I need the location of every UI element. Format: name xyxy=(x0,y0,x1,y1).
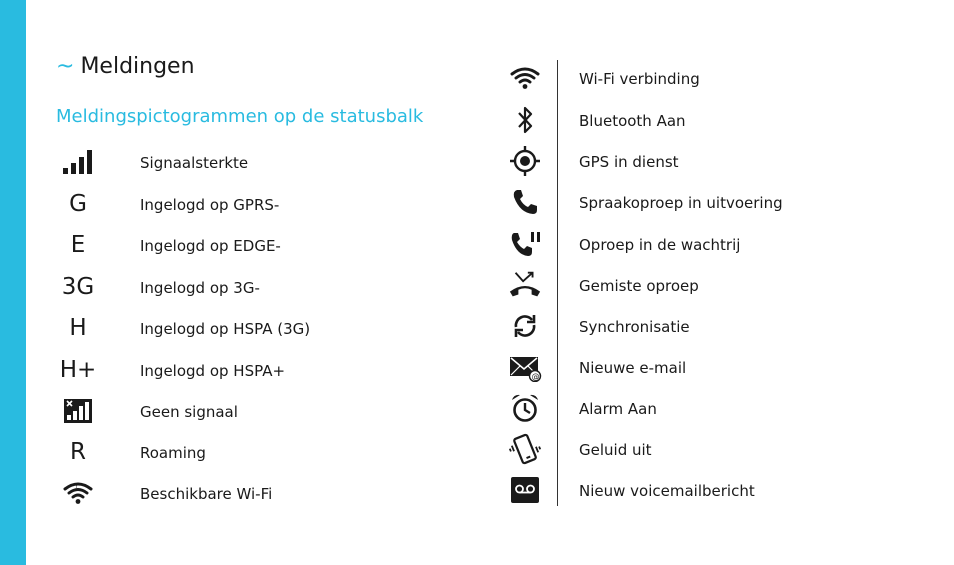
list-item-label: Ingelogd op 3G- xyxy=(140,279,260,297)
list-item-label: Oproep in de wachtrij xyxy=(579,236,741,254)
list-item-label: GPS in dienst xyxy=(579,153,679,171)
list-item-label: Gemiste oproep xyxy=(579,277,699,295)
section-subtitle: Meldingspictogrammen op de statusbalk xyxy=(56,106,424,127)
vibrate-icon xyxy=(508,433,542,465)
call-on-hold-icon xyxy=(508,228,542,260)
list-item-label: Signaalsterkte xyxy=(140,154,249,172)
roaming-glyph: R xyxy=(70,439,86,465)
sync-icon xyxy=(508,310,542,342)
list-item-label: Synchronisatie xyxy=(579,318,690,336)
voicemail-icon xyxy=(508,474,542,506)
svg-text:?: ? xyxy=(75,483,79,490)
wifi-icon xyxy=(508,62,542,94)
bluetooth-icon xyxy=(508,104,542,136)
title-text: Meldingen xyxy=(80,54,195,79)
list-item-label: Roaming xyxy=(140,444,206,462)
hspa-plus-icon xyxy=(61,354,95,386)
edge-icon xyxy=(61,229,95,261)
phone-call-icon xyxy=(508,186,542,218)
3g-icon xyxy=(61,271,95,303)
list-item-label: Spraakoproep in uitvoering xyxy=(579,194,783,212)
no-signal-icon xyxy=(61,395,95,427)
list-item-label: Wi-Fi verbinding xyxy=(579,70,700,88)
list-item-label: Bluetooth Aan xyxy=(579,112,686,130)
signal-strength-icon xyxy=(61,146,95,178)
hspa-glyph: H xyxy=(69,315,87,341)
missed-call-icon xyxy=(508,269,542,301)
list-item-label: Nieuwe e-mail xyxy=(579,359,687,377)
gps-icon xyxy=(508,145,542,177)
gprs-glyph: G xyxy=(69,191,87,217)
hspa-icon xyxy=(61,312,95,344)
svg-text:@: @ xyxy=(531,372,540,381)
list-item-label: Beschikbare Wi-Fi xyxy=(140,485,273,503)
wifi-available-icon xyxy=(61,477,95,509)
list-item-label: Geen signaal xyxy=(140,403,238,421)
alarm-icon xyxy=(508,392,542,424)
roaming-icon xyxy=(61,436,95,468)
column-divider xyxy=(557,60,558,506)
hspa-plus-glyph: H+ xyxy=(59,357,97,383)
accent-sidebar xyxy=(0,0,26,565)
list-item-label: Alarm Aan xyxy=(579,400,657,418)
list-item-label: Geluid uit xyxy=(579,441,652,459)
3g-glyph: 3G xyxy=(61,274,95,300)
list-item-label: Ingelogd op HSPA (3G) xyxy=(140,320,311,338)
gprs-icon xyxy=(61,188,95,220)
list-item-label: Ingelogd op HSPA+ xyxy=(140,362,286,380)
edge-glyph: E xyxy=(70,232,86,258)
list-item-label: Ingelogd op EDGE- xyxy=(140,237,281,255)
new-email-icon xyxy=(508,351,542,383)
list-item-label: Ingelogd op GPRS- xyxy=(140,196,280,214)
page-title xyxy=(56,54,195,79)
list-item-label: Nieuw voicemailbericht xyxy=(579,482,755,500)
title-tilde: ~ xyxy=(56,54,75,79)
